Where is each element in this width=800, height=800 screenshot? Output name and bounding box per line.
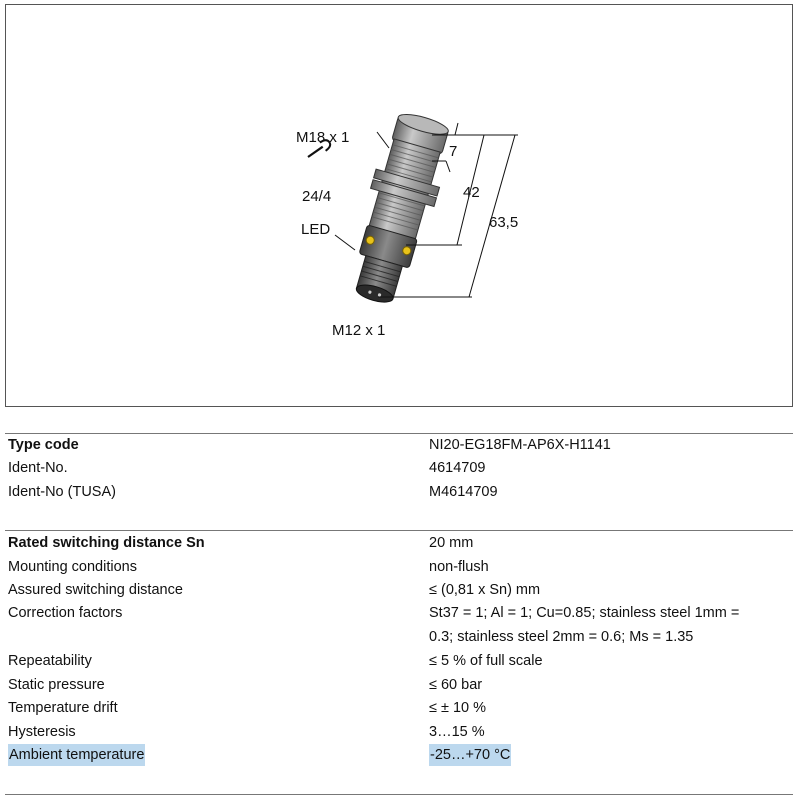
spec-table <box>5 530 793 800</box>
row-label: Static pressure <box>8 677 105 693</box>
row-value: M4614709 <box>429 484 498 500</box>
row-label: Repeatability <box>8 653 92 669</box>
table-row <box>5 457 793 479</box>
row-label: Mounting conditions <box>8 559 137 575</box>
table-row <box>5 556 793 578</box>
connector-label: M12 x 1 <box>332 322 386 339</box>
row-label: Ident-No (TUSA) <box>8 484 116 500</box>
table-row <box>5 579 793 601</box>
row-value: ≤ 5 % of full scale <box>429 653 543 669</box>
dim-small-label: 7 <box>449 143 458 160</box>
ident-table <box>5 433 793 505</box>
led-label: LED <box>301 221 331 238</box>
wrench-size-label: 24/4 <box>302 188 332 205</box>
table-row <box>5 434 793 456</box>
table-row <box>5 674 793 696</box>
table-row <box>5 721 793 743</box>
row-label: Assured switching distance <box>8 582 183 598</box>
table-row <box>5 532 793 554</box>
row-value: ≤ (0,81 x Sn) mm <box>429 582 541 598</box>
sensor-body <box>341 109 457 310</box>
row-value: ≤ ± 10 % <box>429 700 487 716</box>
row-value-continued: 0.3; stainless steel 2mm = 0.6; Ms = 1.35 <box>429 629 694 645</box>
row-value: -25…+70 °C <box>429 744 511 766</box>
row-value: 4614709 <box>429 460 486 476</box>
table-row-highlighted <box>5 744 793 766</box>
row-value: 3…15 % <box>429 724 485 740</box>
sensor-illustration <box>6 5 792 406</box>
thread-label: M18 x 1 <box>296 129 350 146</box>
row-value: 20 mm <box>429 535 474 551</box>
row-value: NI20-EG18FM-AP6X-H1141 <box>429 437 611 453</box>
dim-total-label: 63,5 <box>489 214 519 231</box>
product-drawing <box>5 4 793 407</box>
table-row <box>5 626 793 648</box>
row-label: Temperature drift <box>8 700 118 716</box>
row-value: non-flush <box>429 559 489 575</box>
dim-mid-label: 42 <box>463 184 480 201</box>
table-row <box>5 602 793 624</box>
row-value: St37 = 1; Al = 1; Cu=0.85; stainless steel 1mm = <box>429 605 740 621</box>
row-label: Correction factors <box>8 605 123 621</box>
table-row <box>5 697 793 719</box>
row-label: Ident-No. <box>8 460 68 476</box>
row-label: Ambient temperature <box>8 744 145 766</box>
row-label: Type code <box>8 437 79 453</box>
row-value: ≤ 60 bar <box>429 677 483 693</box>
table-row <box>5 650 793 672</box>
row-label: Rated switching distance Sn <box>8 535 205 551</box>
row-label: Hysteresis <box>8 724 76 740</box>
table-row <box>5 481 793 503</box>
